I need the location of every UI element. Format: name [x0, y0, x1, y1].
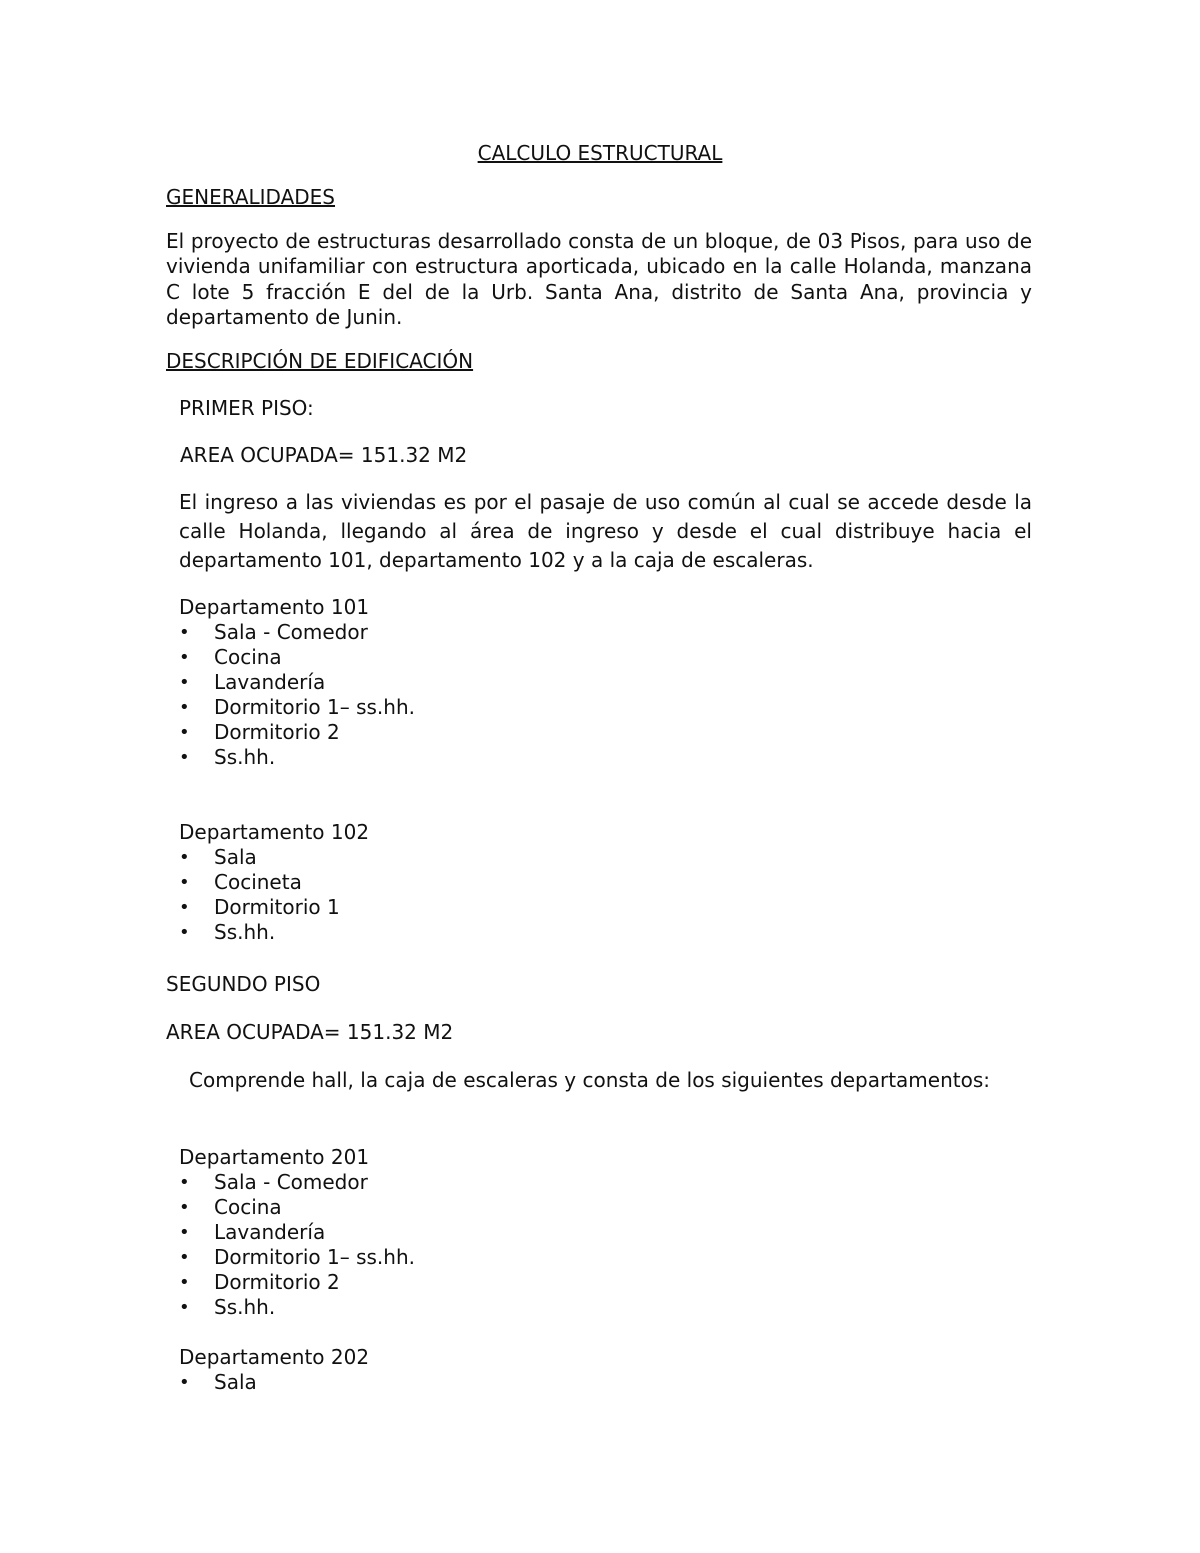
department-title: Departamento 102: [179, 820, 370, 844]
room-label: Dormitorio 2: [214, 720, 340, 744]
primer-piso-paragraph: El ingreso a las viviendas es por el pasaje de uso común al cual se accede desde la calle Holanda, llegando al área de ingreso y desde el cual distribuye hacia el departamento 101, departamento 102 y a la caja de escaleras.: [179, 490, 1032, 572]
room-label: Lavandería: [214, 1220, 326, 1244]
list-item: [179, 845, 369, 870]
department-block-102: [179, 820, 369, 945]
list-item: [179, 1370, 369, 1395]
bullet-icon: •: [179, 847, 190, 868]
room-label: Sala: [214, 1370, 257, 1394]
list-item: [179, 745, 415, 770]
room-label: Dormitorio 2: [214, 1270, 340, 1294]
room-label: Cocina: [214, 1195, 282, 1219]
generalidades-paragraph: El proyecto de estructuras desarrollado consta de un bloque, de 03 Pisos, para uso de vivienda unifamiliar con estructura aporticada, ubicado en la calle Holanda, manzana C lote 5 fracción E del de la Urb. Santa Ana, distrito de Santa Ana, provincia y departamento de Junin.: [166, 229, 1032, 329]
bullet-icon: •: [179, 1372, 190, 1393]
room-label: Lavandería: [214, 670, 326, 694]
room-list: [179, 845, 369, 945]
list-item: [179, 720, 415, 745]
list-item: [179, 645, 415, 670]
room-label: Cocineta: [214, 870, 302, 894]
primer-piso-area: AREA OCUPADA= 151.32 M2: [180, 443, 468, 467]
department-title: Departamento 202: [179, 1345, 370, 1369]
list-item: [179, 620, 415, 645]
bullet-icon: •: [179, 897, 190, 918]
room-list: [179, 620, 415, 770]
list-item: [179, 1195, 415, 1220]
list-item: [179, 670, 415, 695]
department-title: Departamento 201: [179, 1145, 370, 1169]
bullet-icon: •: [179, 872, 190, 893]
department-block-101: [179, 595, 415, 770]
bullet-icon: •: [179, 1297, 190, 1318]
room-label: Ss.hh.: [214, 920, 276, 944]
bullet-icon: •: [179, 1197, 190, 1218]
segundo-piso-area: AREA OCUPADA= 151.32 M2: [166, 1020, 454, 1044]
bullet-icon: •: [179, 922, 190, 943]
document-title: CALCULO ESTRUCTURAL: [477, 141, 723, 165]
segundo-piso-paragraph: Comprende hall, la caja de escaleras y consta de los siguientes departamentos:: [189, 1068, 990, 1092]
department-block-201: [179, 1145, 415, 1320]
list-item: [179, 695, 415, 720]
list-item: [179, 1170, 415, 1195]
bullet-icon: •: [179, 622, 190, 643]
room-label: Dormitorio 1– ss.hh.: [214, 695, 415, 719]
room-label: Ss.hh.: [214, 745, 276, 769]
list-item: [179, 895, 369, 920]
bullet-icon: •: [179, 747, 190, 768]
bullet-icon: •: [179, 1272, 190, 1293]
section-heading-descripcion: DESCRIPCIÓN DE EDIFICACIÓN: [166, 349, 474, 373]
list-item: [179, 1295, 415, 1320]
room-list: [179, 1370, 369, 1395]
list-item: [179, 1270, 415, 1295]
room-label: Sala - Comedor: [214, 1170, 368, 1194]
room-label: Ss.hh.: [214, 1295, 276, 1319]
department-title: Departamento 101: [179, 595, 370, 619]
bullet-icon: •: [179, 1222, 190, 1243]
list-item: [179, 870, 369, 895]
bullet-icon: •: [179, 1172, 190, 1193]
bullet-icon: •: [179, 697, 190, 718]
bullet-icon: •: [179, 647, 190, 668]
list-item: [179, 920, 369, 945]
section-heading-generalidades: GENERALIDADES: [166, 185, 336, 209]
bullet-icon: •: [179, 672, 190, 693]
room-label: Sala - Comedor: [214, 620, 368, 644]
bullet-icon: •: [179, 1247, 190, 1268]
segundo-piso-label: SEGUNDO PISO: [166, 972, 321, 996]
room-label: Sala: [214, 845, 257, 869]
room-label: Dormitorio 1: [214, 895, 340, 919]
list-item: [179, 1245, 415, 1270]
list-item: [179, 1220, 415, 1245]
primer-piso-label: PRIMER PISO:: [179, 396, 314, 420]
room-label: Cocina: [214, 645, 282, 669]
room-list: [179, 1170, 415, 1320]
bullet-icon: •: [179, 722, 190, 743]
room-label: Dormitorio 1– ss.hh.: [214, 1245, 415, 1269]
department-block-202: [179, 1345, 369, 1395]
